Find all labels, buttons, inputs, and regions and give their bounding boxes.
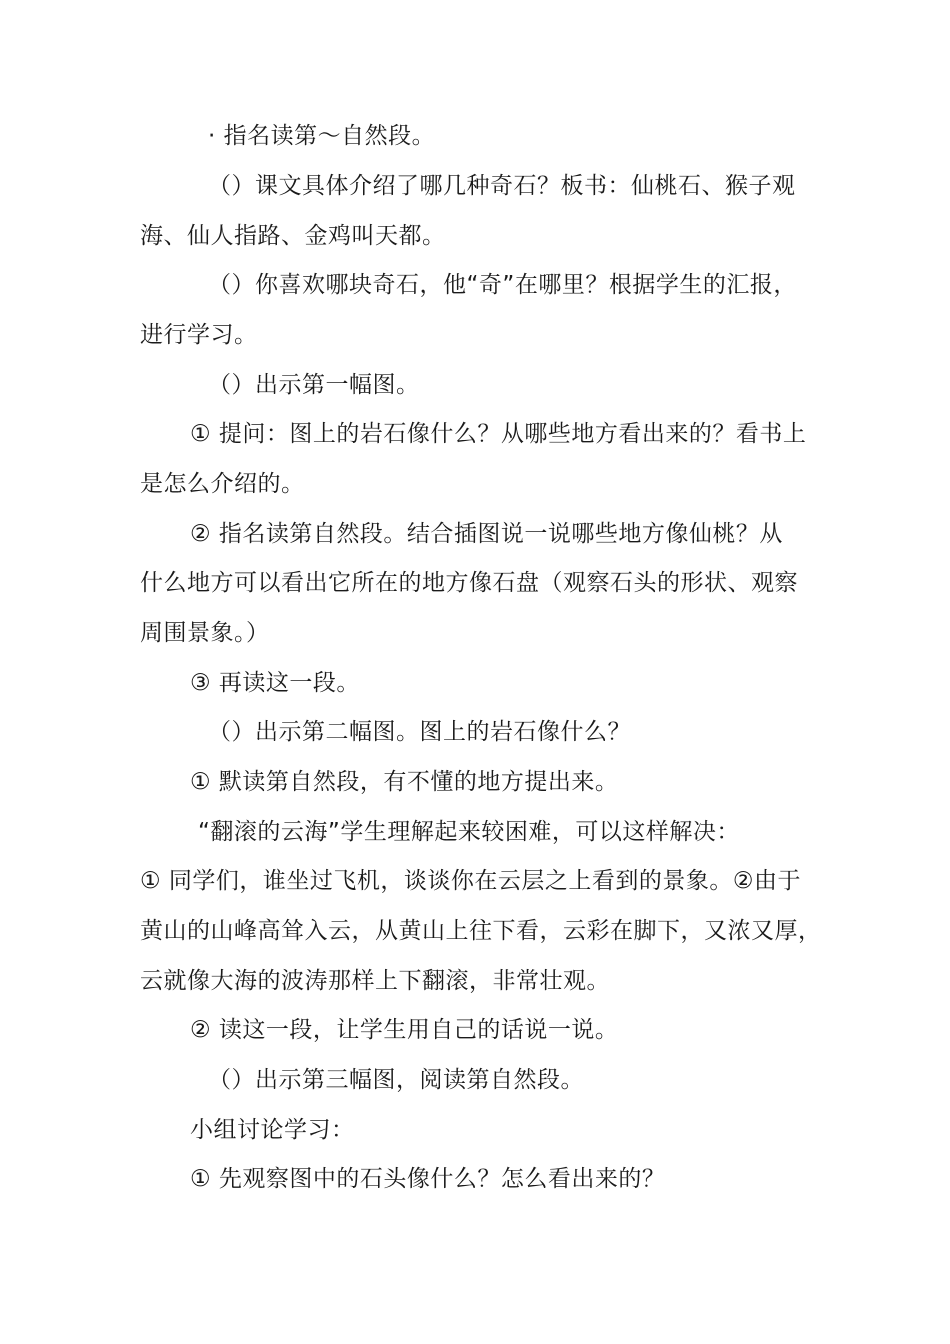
text-line-6: （）出示第一幅图。 xyxy=(208,372,420,398)
text-line-14: ① 默读第自然段，有不懂的地方提出来。 xyxy=(190,769,619,795)
text-line-17: 黄山的山峰高耸入云，从黄山上往下看，云彩在脚下，又浓又厚， xyxy=(140,918,822,944)
text-line-16: ① 同学们，谁坐过飞机，谈谈你在云层之上看到的景象。②由于 xyxy=(140,868,802,894)
text-line-18: 云就像大海的波涛那样上下翻滚，非常壮观。 xyxy=(140,968,610,994)
text-line-8: 是怎么介绍的。 xyxy=(140,471,305,497)
text-line-4: （）你喜欢哪块奇石，他“奇”在哪里？根据学生的汇报， xyxy=(208,272,797,298)
text-line-5: 进行学习。 xyxy=(140,322,258,348)
text-line-13: （）出示第二幅图。图上的岩石像什么？ xyxy=(208,719,631,745)
text-line-3: 海、仙人指路、金鸡叫天都。 xyxy=(140,223,446,249)
text-line-22: ① 先观察图中的石头像什么？怎么看出来的？ xyxy=(190,1166,666,1192)
text-line-11: 周围景象。） xyxy=(140,620,270,646)
text-line-12: ③ 再读这一段。 xyxy=(190,670,360,696)
text-line-21: 小组讨论学习： xyxy=(190,1117,355,1143)
text-line-15: “翻滚的云海”学生理解起来较困难，可以这样解决： xyxy=(198,819,740,845)
text-line-7: ① 提问：图上的岩石像什么？从哪些地方看出来的？看书上 xyxy=(190,421,807,447)
text-line-1: · 指名读第〜自然段。 xyxy=(208,123,436,149)
text-line-19: ② 读这一段，让学生用自己的话说一说。 xyxy=(190,1017,619,1043)
text-line-2: （）课文具体介绍了哪几种奇石？板书：仙桃石、猴子观 xyxy=(208,173,796,199)
text-line-9: ② 指名读第自然段。结合插图说一说哪些地方像仙桃？从 xyxy=(190,521,783,547)
text-line-20: （）出示第三幅图，阅读第自然段。 xyxy=(208,1067,584,1093)
text-line-10: 什么地方可以看出它所在的地方像石盘（观察石头的形状、观察 xyxy=(140,570,798,596)
